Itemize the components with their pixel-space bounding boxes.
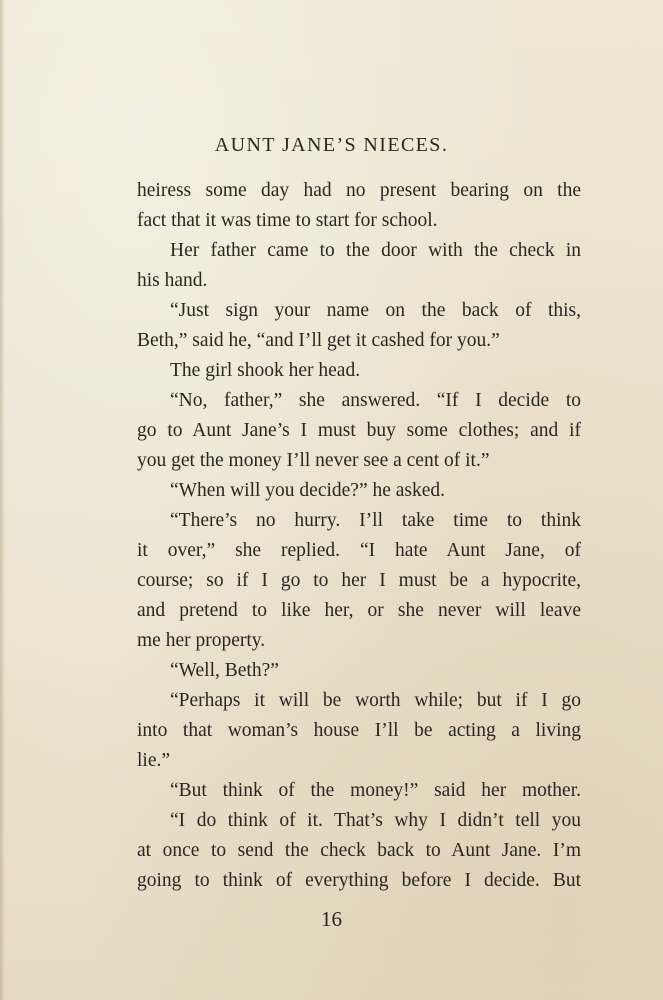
text-line: course; so if I go to her I must be a hypocrite, xyxy=(137,570,581,591)
text-line: and pretend to like her, or she never will leave xyxy=(137,600,581,621)
text-line: “But think of the money!” said her mother. xyxy=(170,780,581,801)
text-line: his hand. xyxy=(137,270,208,291)
text-line: go to Aunt Jane’s I must buy some clothes; and if xyxy=(137,420,581,441)
text-line: at once to send the check back to Aunt Jane. I’m xyxy=(137,840,581,861)
body-text xyxy=(137,176,581,896)
text-line: it over,” she replied. “I hate Aunt Jane, of xyxy=(137,540,581,561)
text-line: into that woman’s house I’ll be acting a living xyxy=(137,720,581,741)
text-line: “No, father,” she answered. “If I decide to xyxy=(170,390,581,411)
text-line: The girl shook her head. xyxy=(170,360,361,381)
text-line: “When will you decide?” he asked. xyxy=(170,480,446,501)
text-line: “I do think of it. That’s why I didn’t tell you xyxy=(170,810,581,831)
text-line: lie.” xyxy=(137,750,171,771)
text-line: fact that it was time to start for school. xyxy=(137,210,438,231)
text-line: you get the money I’ll never see a cent of it.” xyxy=(137,450,490,471)
text-line: going to think of everything before I decide. But xyxy=(137,870,581,891)
text-line: “Well, Beth?” xyxy=(170,660,279,681)
text-line: heiress some day had no present bearing on the xyxy=(137,180,581,201)
page-number: 16 xyxy=(321,907,342,931)
text-line: “Just sign your name on the back of this, xyxy=(170,300,581,321)
text-line: “Perhaps it will be worth while; but if I go xyxy=(170,690,581,711)
running-head: AUNT JANE’S NIECES. xyxy=(214,134,449,156)
text-line: me her property. xyxy=(137,630,266,651)
text-line: Beth,” said he, “and I’ll get it cashed for you.” xyxy=(137,330,500,351)
text-line: Her father came to the door with the check in xyxy=(170,240,581,261)
text-line: “There’s no hurry. I’ll take time to think xyxy=(170,510,581,531)
